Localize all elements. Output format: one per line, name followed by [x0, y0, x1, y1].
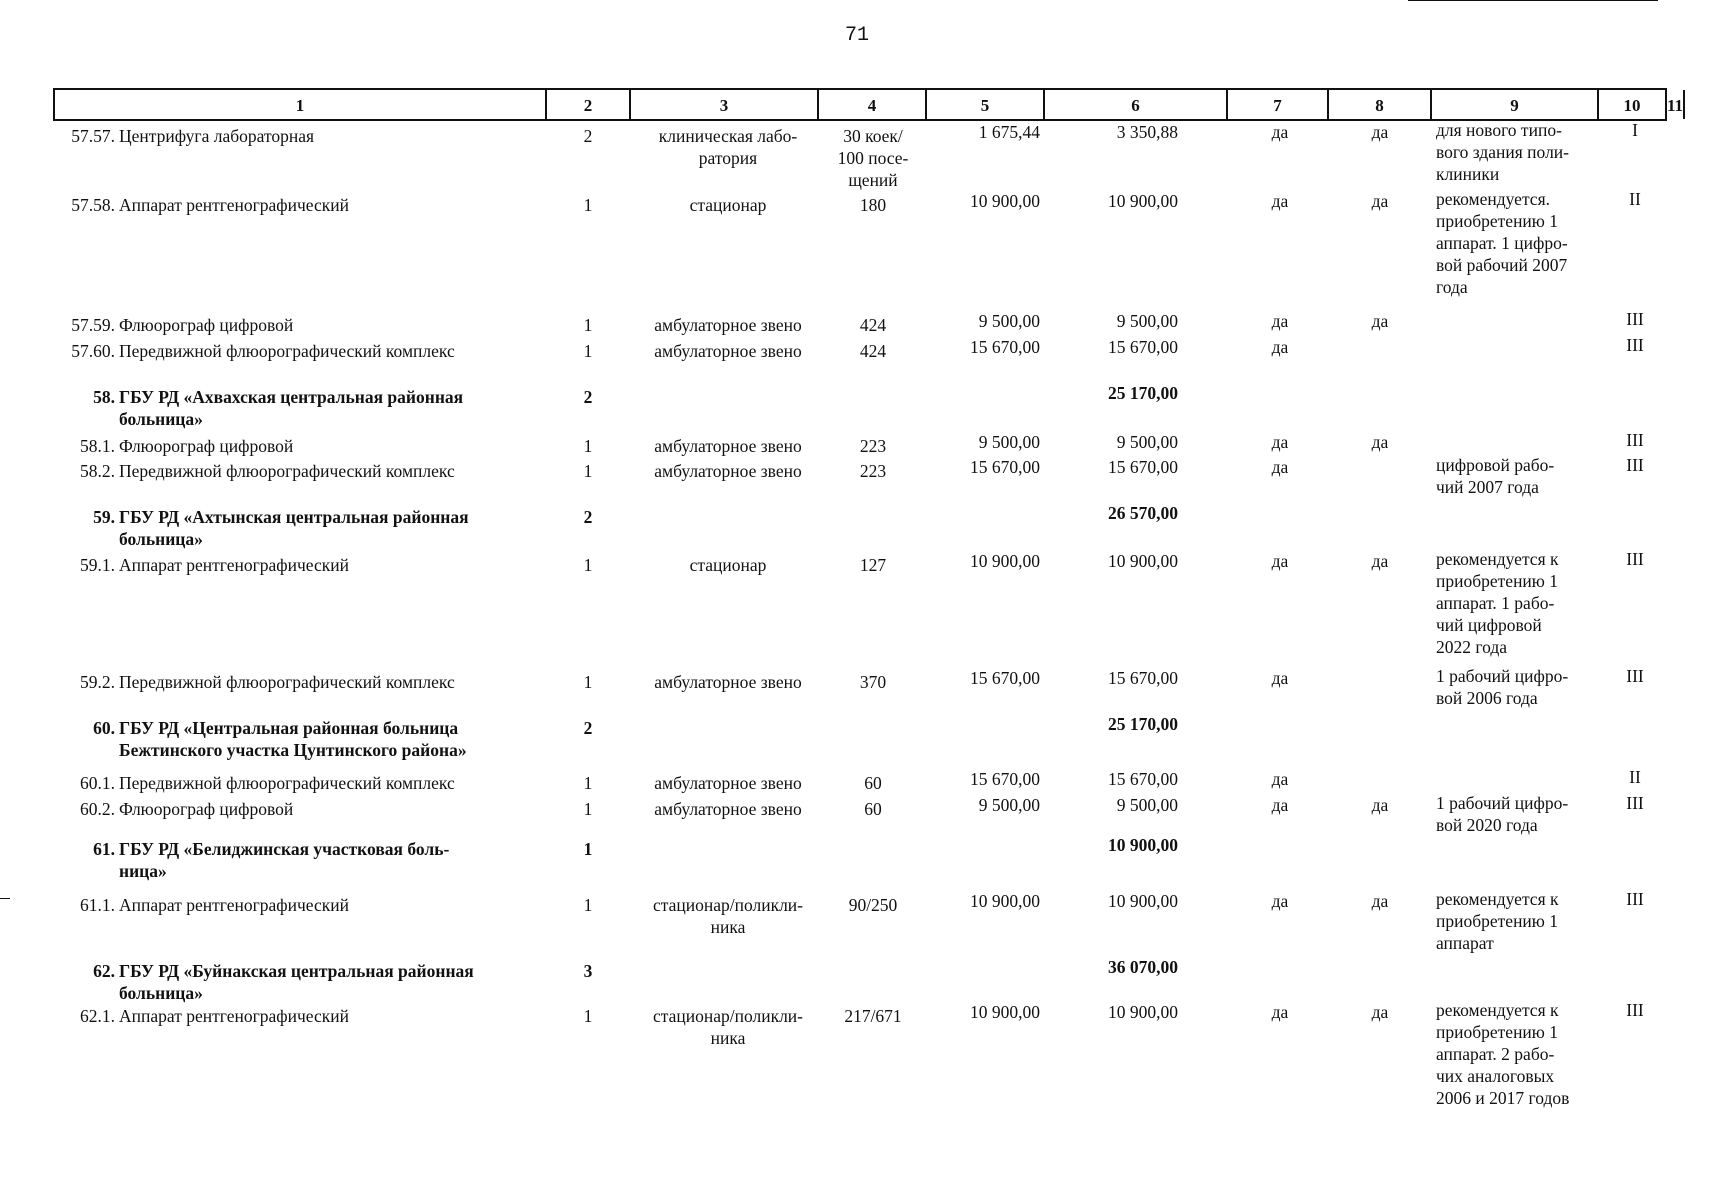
flag-col9: да — [1371, 191, 1389, 211]
total-price: 10 900,00 — [1108, 551, 1178, 571]
capacity: 424 — [859, 341, 887, 361]
unit-price: 15 670,00 — [970, 457, 1040, 477]
group-name: ница» — [119, 861, 167, 881]
quantity: 1 — [583, 1006, 593, 1026]
group-number: 62. — [93, 961, 115, 981]
note: 2006 и 2017 годов — [1436, 1088, 1570, 1108]
quantity: 1 — [583, 895, 593, 915]
unit-price: 10 900,00 — [970, 891, 1040, 911]
capacity: 223 — [859, 436, 887, 456]
group-number: 61. — [93, 839, 115, 859]
flag-col8: да — [1271, 191, 1289, 211]
unit-price: 10 900,00 — [970, 1002, 1040, 1022]
group-name: Бежтинского участка Цунтинского района» — [119, 740, 467, 760]
flag-col8: да — [1271, 551, 1289, 571]
flag-col8: да — [1271, 122, 1289, 142]
group-number: 60. — [93, 718, 115, 738]
department: стационар — [689, 195, 767, 215]
total-price: 10 900,00 — [1108, 191, 1178, 211]
quantity: 1 — [583, 773, 593, 793]
flag-col9: да — [1371, 311, 1389, 331]
total-price: 9 500,00 — [1116, 432, 1178, 452]
flag-col8: да — [1271, 668, 1289, 688]
note: 1 рабочий цифро- — [1436, 666, 1569, 686]
department: ника — [710, 1028, 746, 1048]
quantity: 2 — [583, 507, 593, 527]
total-price: 9 500,00 — [1116, 311, 1178, 331]
quantity: 1 — [583, 315, 593, 335]
category: III — [1626, 549, 1644, 569]
department: амбулаторное звено — [654, 341, 802, 361]
flag-col8: да — [1271, 891, 1289, 911]
department: амбулаторное звено — [654, 461, 802, 481]
item-name: Аппарат рентгенографический — [119, 895, 349, 915]
row-number: 62.1. — [80, 1006, 115, 1026]
item-name: Аппарат рентгенографический — [119, 195, 349, 215]
group-name: ГБУ РД «Белиджинская участковая боль- — [119, 839, 450, 859]
category: II — [1629, 189, 1641, 209]
row-number: 60.2. — [80, 799, 115, 819]
unit-price: 9 500,00 — [978, 311, 1040, 331]
department: амбулаторное звено — [654, 315, 802, 335]
total-price: 10 900,00 — [1108, 1002, 1178, 1022]
header-cell-2: 2 — [547, 90, 631, 119]
group-number: 59. — [93, 507, 115, 527]
flag-col9: да — [1371, 891, 1389, 911]
capacity: 424 — [859, 315, 887, 335]
department: клиническая лабо- — [658, 126, 798, 146]
unit-price: 15 670,00 — [970, 668, 1040, 688]
capacity: 60 — [864, 799, 882, 819]
capacity: 60 — [864, 773, 882, 793]
note: приобретению 1 — [1436, 1022, 1558, 1042]
flag-col9: да — [1371, 795, 1389, 815]
flag-col9: да — [1371, 1002, 1389, 1022]
total-price: 15 670,00 — [1108, 457, 1178, 477]
unit-price: 15 670,00 — [970, 337, 1040, 357]
capacity: 180 — [859, 195, 887, 215]
row-number: 58.2. — [80, 461, 115, 481]
capacity: 90/250 — [848, 895, 898, 915]
item-name: Флюорограф цифровой — [119, 315, 294, 335]
category: III — [1626, 335, 1644, 355]
item-name: Передвижной флюорографический комплекс — [119, 341, 455, 361]
row-number: 57.57. — [71, 126, 115, 146]
note: рекомендуется к — [1436, 549, 1559, 569]
department: стационар/поликли- — [652, 895, 804, 915]
item-name: Передвижной флюорографический комплекс — [119, 773, 455, 793]
group-total: 25 170,00 — [1108, 383, 1178, 403]
capacity: 370 — [859, 672, 887, 692]
flag-col9: да — [1371, 432, 1389, 452]
flag-col8: да — [1271, 769, 1289, 789]
capacity: 30 коек/ — [843, 126, 903, 146]
category: III — [1626, 1000, 1644, 1020]
note: чих аналоговых — [1436, 1066, 1555, 1086]
department: стационар/поликли- — [652, 1006, 804, 1026]
quantity: 1 — [583, 461, 593, 481]
category: III — [1626, 430, 1644, 450]
group-number: 58. — [93, 387, 115, 407]
category: I — [1632, 120, 1638, 140]
quantity: 1 — [583, 341, 593, 361]
group-name: ГБУ РД «Ахвахская центральная районная — [119, 387, 464, 407]
note: рекомендуется к — [1436, 1000, 1559, 1020]
note: аппарат. 1 цифро- — [1436, 233, 1568, 253]
row-number: 57.60. — [71, 341, 115, 361]
total-price: 3 350,88 — [1116, 122, 1178, 142]
item-name: Центрифуга лабораторная — [119, 126, 315, 146]
note: года — [1436, 277, 1468, 297]
scan-mark — [0, 898, 10, 899]
header-cell-6: 6 — [1045, 90, 1228, 119]
flag-col8: да — [1271, 337, 1289, 357]
row-number: 58.1. — [80, 436, 115, 456]
quantity: 1 — [583, 195, 593, 215]
row-number: 59.1. — [80, 555, 115, 575]
capacity: 127 — [859, 555, 887, 575]
row-number: 57.58. — [71, 195, 115, 215]
header-cell-3: 3 — [631, 90, 819, 119]
unit-price: 1 675,44 — [978, 122, 1040, 142]
note: приобретению 1 — [1436, 571, 1558, 591]
total-price: 10 900,00 — [1108, 891, 1178, 911]
quantity: 1 — [583, 672, 593, 692]
quantity: 1 — [583, 555, 593, 575]
note: для нового типо- — [1436, 120, 1562, 140]
group-name: больница» — [119, 409, 203, 429]
item-name: Передвижной флюорографический комплекс — [119, 672, 455, 692]
page-number: 71 — [844, 24, 869, 47]
item-name: Передвижной флюорографический комплекс — [119, 461, 455, 481]
group-name: ГБУ РД «Ахтынская центральная районная — [119, 507, 469, 527]
note: аппарат — [1436, 933, 1494, 953]
note: вой 2020 года — [1436, 815, 1538, 835]
quantity: 3 — [583, 961, 593, 981]
department: амбулаторное звено — [654, 773, 802, 793]
group-total: 10 900,00 — [1108, 835, 1178, 855]
note: аппарат. 2 рабо- — [1436, 1044, 1555, 1064]
group-name: ГБУ РД «Центральная районная больница — [119, 718, 459, 738]
note: цифровой рабо- — [1436, 455, 1555, 475]
total-price: 15 670,00 — [1108, 337, 1178, 357]
item-name: Флюорограф цифровой — [119, 436, 294, 456]
note: 1 рабочий цифро- — [1436, 793, 1569, 813]
capacity: 217/671 — [844, 1006, 902, 1026]
group-total: 26 570,00 — [1108, 503, 1178, 523]
quantity: 1 — [583, 799, 593, 819]
department: амбулаторное звено — [654, 799, 802, 819]
group-name: больница» — [119, 529, 203, 549]
note: рекомендуется к — [1436, 889, 1559, 909]
capacity: 223 — [859, 461, 887, 481]
department: ника — [710, 917, 746, 937]
group-total: 36 070,00 — [1108, 957, 1178, 977]
header-cell-9: 9 — [1432, 90, 1599, 119]
unit-price: 10 900,00 — [970, 191, 1040, 211]
note: чий цифровой — [1436, 615, 1542, 635]
flag-col9: да — [1371, 551, 1389, 571]
quantity: 1 — [583, 839, 593, 859]
note: приобретению 1 — [1436, 211, 1558, 231]
quantity: 2 — [583, 718, 593, 738]
flag-col8: да — [1271, 432, 1289, 452]
total-price: 15 670,00 — [1108, 769, 1178, 789]
department: амбулаторное звено — [654, 436, 802, 456]
flag-col9: да — [1371, 122, 1389, 142]
category: II — [1629, 767, 1641, 787]
scan-mark — [1408, 0, 1658, 1]
note: клиники — [1436, 164, 1500, 184]
flag-col8: да — [1271, 795, 1289, 815]
note: 2022 года — [1436, 637, 1508, 657]
category: III — [1626, 666, 1644, 686]
quantity: 1 — [583, 436, 593, 456]
unit-price: 10 900,00 — [970, 551, 1040, 571]
unit-price: 9 500,00 — [978, 795, 1040, 815]
flag-col8: да — [1271, 311, 1289, 331]
flag-col8: да — [1271, 457, 1289, 477]
quantity: 2 — [583, 126, 593, 146]
row-number: 59.2. — [80, 672, 115, 692]
note: вого здания поли- — [1436, 142, 1569, 162]
group-name: больница» — [119, 983, 203, 1003]
category: III — [1626, 889, 1644, 909]
capacity: 100 посе- — [837, 148, 909, 168]
header-cell-7: 7 — [1228, 90, 1329, 119]
item-name: Аппарат рентгенографический — [119, 555, 349, 575]
header-cell-10: 10 — [1599, 90, 1667, 119]
note: рекомендуется. — [1436, 189, 1550, 209]
department: ратория — [698, 148, 758, 168]
category: III — [1626, 793, 1644, 813]
group-total: 25 170,00 — [1108, 714, 1178, 734]
department: амбулаторное звено — [654, 672, 802, 692]
item-name: Аппарат рентгенографический — [119, 1006, 349, 1026]
header-cell-8: 8 — [1329, 90, 1432, 119]
flag-col8: да — [1271, 1002, 1289, 1022]
row-number: 60.1. — [80, 773, 115, 793]
row-number: 57.59. — [71, 315, 115, 335]
group-name: ГБУ РД «Буйнакская центральная районная — [119, 961, 474, 981]
total-price: 9 500,00 — [1116, 795, 1178, 815]
note: приобретению 1 — [1436, 911, 1558, 931]
quantity: 2 — [583, 387, 593, 407]
category: III — [1626, 309, 1644, 329]
unit-price: 9 500,00 — [978, 432, 1040, 452]
department: стационар — [689, 555, 767, 575]
note: аппарат. 1 рабо- — [1436, 593, 1555, 613]
note: вой рабочий 2007 — [1436, 255, 1568, 275]
note: вой 2006 года — [1436, 688, 1538, 708]
unit-price: 15 670,00 — [970, 769, 1040, 789]
header-cell-4: 4 — [819, 90, 927, 119]
category: III — [1626, 455, 1644, 475]
header-cell-1: 1 — [55, 90, 547, 119]
header-cell-5: 5 — [927, 90, 1045, 119]
row-number: 61.1. — [80, 895, 115, 915]
note: чий 2007 года — [1436, 477, 1539, 497]
item-name: Флюорограф цифровой — [119, 799, 294, 819]
header-cell-11: 11 — [1667, 90, 1685, 119]
capacity: щений — [848, 170, 898, 190]
total-price: 15 670,00 — [1108, 668, 1178, 688]
